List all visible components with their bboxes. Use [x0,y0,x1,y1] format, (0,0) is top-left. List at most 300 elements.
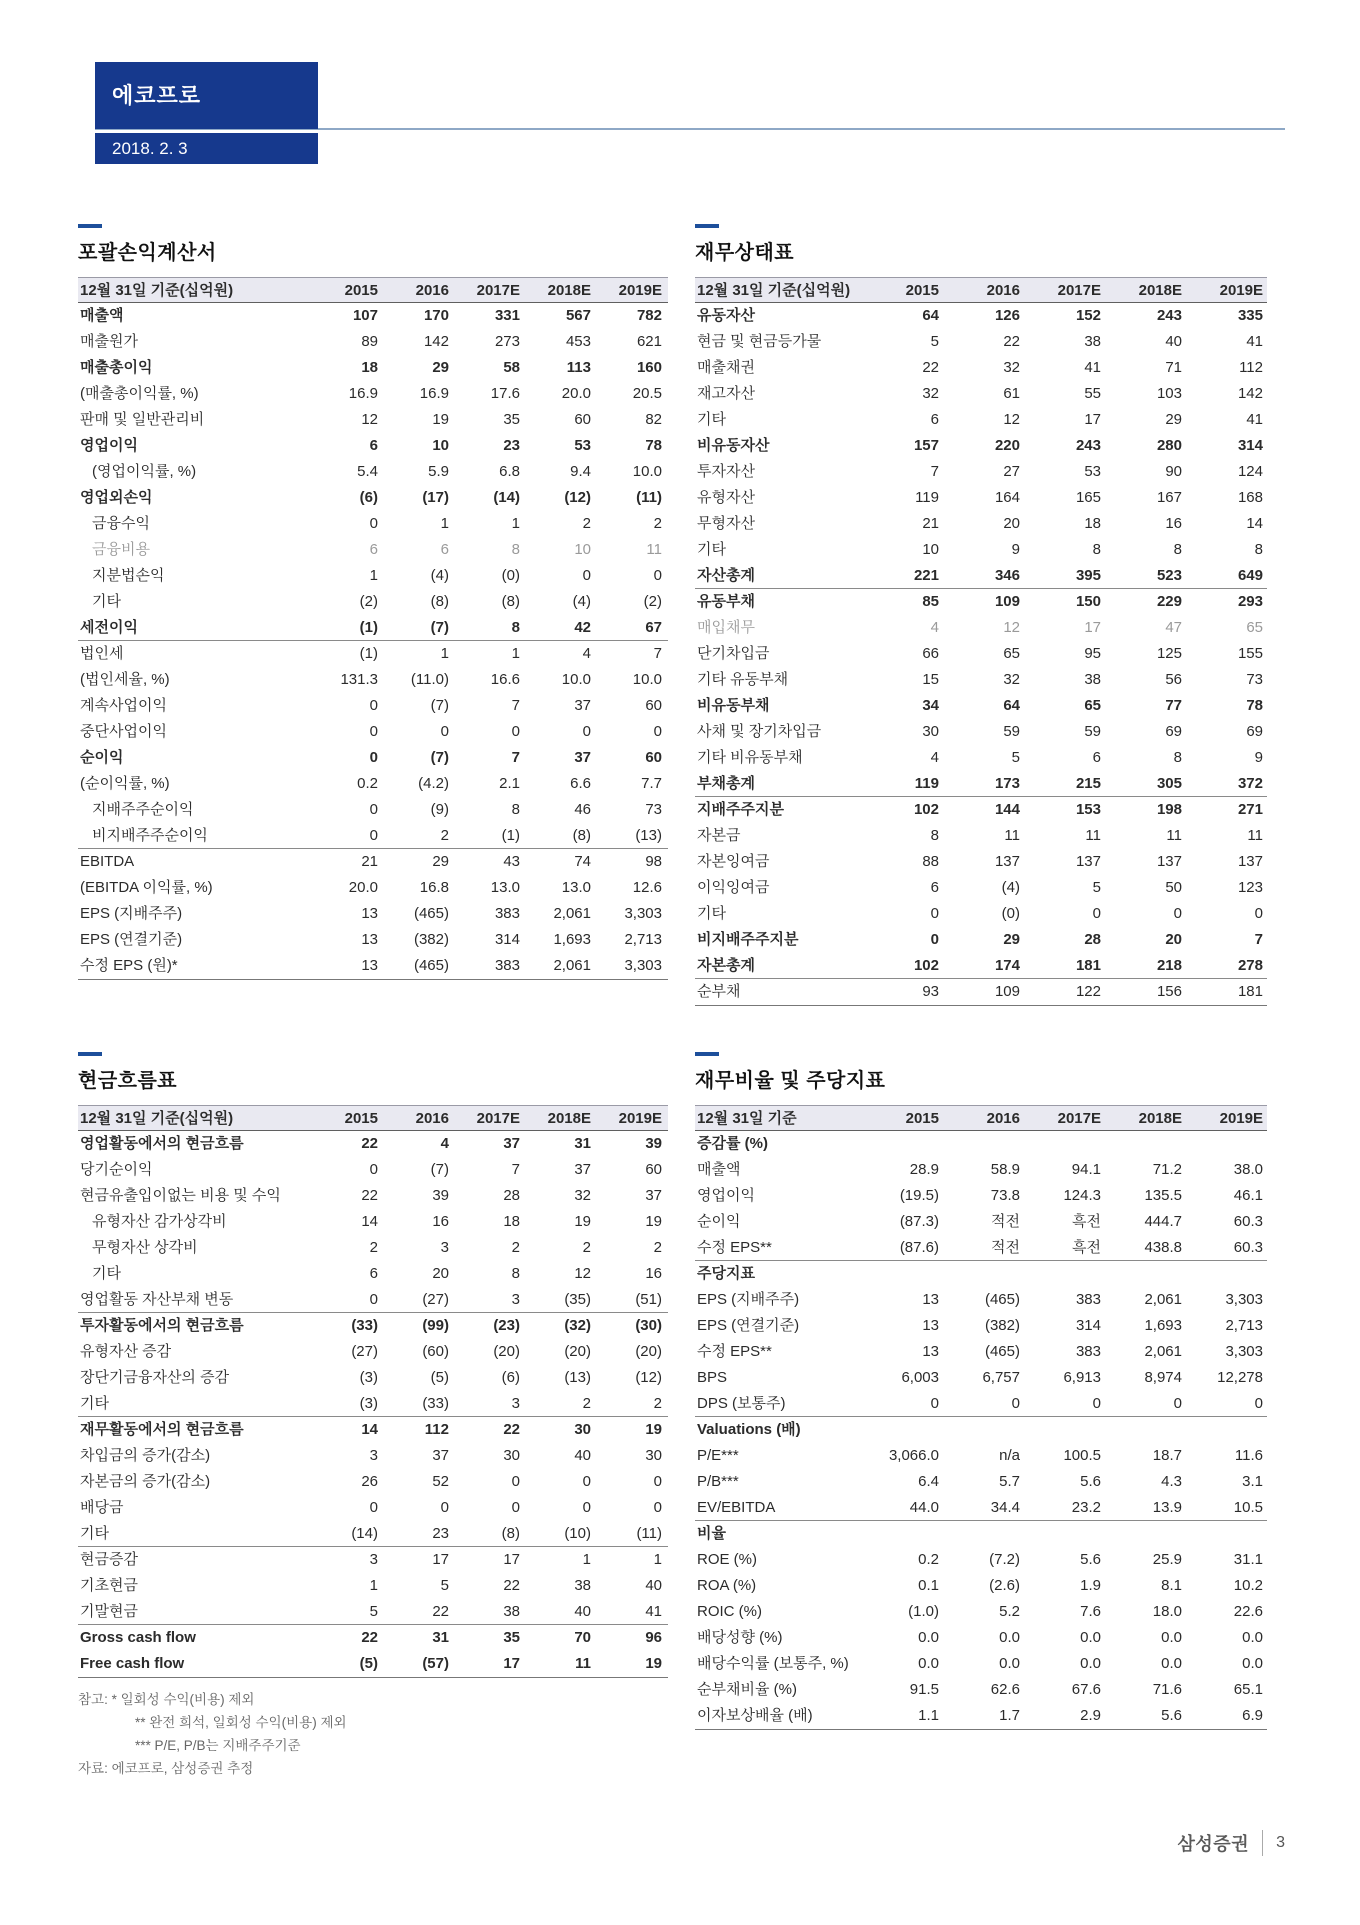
cell-value: 395 [1075,567,1101,584]
cell-value: 2 [582,515,591,532]
cell-value: 125 [1156,645,1182,662]
row-label: 유형자산 [697,489,755,506]
table-row [695,537,1267,563]
cell-value [858,1417,939,1443]
cell-value: 29 [432,359,449,376]
cell-value: (465) [984,1343,1020,1360]
cell-value: 2,713 [624,931,662,948]
row-label: 주당지표 [697,1265,755,1282]
cell-value: 164 [994,489,1020,506]
cell-value: 0.0 [1080,1655,1101,1672]
cell-value: 13 [361,905,378,922]
cell-value: 2 [653,1239,662,1256]
table-row [78,1495,668,1521]
cell-value: (32) [564,1317,591,1334]
row-label: 자본총계 [697,957,755,974]
cell-value: 73 [645,801,662,818]
cell-value: 53 [574,437,591,454]
row-label: 현금증감 [80,1551,138,1568]
cell-value: 112 [1239,359,1263,376]
report-date-box [95,133,318,164]
cell-value: n/a [999,1447,1020,1464]
row-label: 비지배주주지분 [697,931,799,948]
cell-value: 2,713 [1225,1317,1263,1334]
row-label: 순부채 [697,983,741,1000]
cell-value: 16 [1165,515,1182,532]
cell-value [1182,1131,1263,1157]
section-dash [78,224,102,228]
cell-value: 137 [1156,853,1182,870]
cell-value: 649 [1237,567,1263,584]
cell-value: 20 [1003,515,1020,532]
cell-value: 11.6 [1234,1447,1263,1464]
row-label: 장단기금융자산의 증감 [80,1369,230,1386]
table-row [78,433,668,459]
row-label: 영업이익 [697,1187,755,1204]
company-name: 에코프로 [112,83,202,108]
cell-value [939,1521,1020,1547]
cell-value: 8 [511,1265,520,1282]
row-label: 이익잉여금 [697,879,770,896]
cell-value: 280 [1156,437,1182,454]
cell-value: 23 [432,1525,449,1542]
cell-value: 1 [653,1551,662,1568]
cell-value: 314 [494,931,520,948]
cell-value: 29 [1003,931,1020,948]
cell-value: 100.5 [1063,1447,1101,1464]
cell-value: 60 [645,697,662,714]
cell-value: 157 [913,437,939,454]
cell-value: 41 [1084,359,1101,376]
cell-value: 438.8 [1144,1239,1182,1256]
cell-value: (7) [430,749,449,766]
year-column-header: 2017E [1057,1110,1101,1127]
cell-value: 5.4 [357,463,378,480]
cell-value: 78 [1246,697,1263,714]
table-row [695,459,1267,485]
cell-value [858,1521,939,1547]
table-row [695,875,1267,901]
cell-value: 2,061 [553,957,591,974]
cell-value: 3,066.0 [888,1447,939,1464]
cell-value: 0 [653,723,662,740]
table-row [78,1157,668,1183]
cell-value: 153 [1075,801,1101,818]
row-label: 지배주주순이익 [92,801,194,818]
row-label: 매출원가 [80,333,138,350]
cell-value: 58 [503,359,520,376]
row-label: 기말현금 [80,1603,138,1620]
cell-value: (20) [564,1343,591,1360]
row-label: EPS (연결기준) [80,931,183,948]
cell-value: 37 [574,749,591,766]
cell-value: (57) [422,1655,449,1672]
cell-value: 167 [1156,489,1182,506]
cell-value: 0.0 [918,1629,939,1646]
cell-value: 32 [574,1187,591,1204]
table-row [695,1391,1267,1417]
cell-value: 150 [1075,593,1101,610]
cell-value: 25.9 [1152,1551,1182,1568]
table-row [78,407,668,433]
year-column-header: 2019E [618,282,662,299]
cell-value: 13.9 [1152,1499,1182,1516]
table-row [695,303,1267,329]
cell-value: 229 [1156,593,1182,610]
table-row [78,563,668,589]
cell-value: 94.1 [1071,1161,1101,1178]
table-row [695,563,1267,589]
cell-value: 70 [574,1629,591,1646]
cell-value: 5.6 [1080,1551,1101,1568]
cell-value: (11) [636,1525,662,1542]
cell-value: 2,061 [1144,1291,1182,1308]
cell-value: 74 [574,853,591,870]
cell-value: 621 [636,333,662,350]
cell-value: 0.0 [1161,1655,1182,1672]
row-label: 기타 [80,1525,109,1542]
cell-value: 0 [930,1395,939,1412]
cell-value: 10.2 [1233,1577,1263,1594]
cell-value: 46 [574,801,591,818]
cell-value: 40 [574,1603,591,1620]
cell-value: 29 [432,853,449,870]
cell-value: 60.3 [1233,1239,1263,1256]
row-label: Free cash flow [80,1655,185,1672]
cell-value: 453 [565,333,591,350]
cell-value: 18.0 [1152,1603,1182,1620]
cell-value: 523 [1156,567,1182,584]
brand-logo-text: 삼성증권 [1177,1834,1250,1854]
row-label: 차입금의 증가(감소) [80,1447,211,1464]
row-label: 수정 EPS** [697,1343,772,1360]
row-label: 매입채무 [697,619,755,636]
cell-value: 30 [574,1421,591,1438]
cell-value: 3,303 [624,957,662,974]
cell-value: 18 [1084,515,1101,532]
cell-value: 3 [369,1447,378,1464]
table-row [695,589,1267,615]
cell-value: 2 [653,1395,662,1412]
cell-value: 0 [582,567,591,584]
cell-value: 6 [369,437,378,454]
cell-value [858,1131,939,1157]
cell-value: 1 [511,515,520,532]
row-label: ROIC (%) [697,1603,762,1620]
cell-value: 0 [511,723,520,740]
cell-value: 6.6 [570,775,591,792]
cell-value: 13 [922,1317,939,1334]
table-row [78,901,668,927]
cell-value: 22 [503,1577,520,1594]
cell-value: (33) [422,1395,449,1412]
cell-value: 60.3 [1233,1213,1263,1230]
cell-value: 60 [574,411,591,428]
cell-value: 11 [646,541,662,558]
cell-value: 28 [1084,931,1101,948]
cell-value: (0) [1001,905,1020,922]
cell-value: 11 [575,1655,591,1672]
cell-value: 102 [913,801,939,818]
year-column-header: 2019E [1219,282,1263,299]
cell-value: 0 [582,723,591,740]
table-row [78,1209,668,1235]
cell-value: 102 [913,957,939,974]
cell-value: (51) [635,1291,662,1308]
cell-value: 64 [922,307,939,324]
table-row [695,1365,1267,1391]
cell-value: 0 [511,1473,520,1490]
year-column-header: 2018E [1138,1110,1182,1127]
table-row [78,1443,668,1469]
table-body [695,303,1267,1006]
cell-value: 293 [1237,593,1263,610]
cell-value: 0 [369,723,378,740]
table-row [78,1313,668,1339]
income-statement-table [78,224,668,980]
cell-value: 5.6 [1080,1473,1101,1490]
cell-value: 17 [503,1655,520,1672]
row-label: 기초현금 [80,1577,138,1594]
cell-value: 2,061 [553,905,591,922]
cell-value: 10 [574,541,591,558]
cell-value: 0 [369,801,378,818]
cell-value: (1) [359,619,378,636]
cell-value: 0 [653,1499,662,1516]
cell-value: 10 [432,437,449,454]
cell-value: 215 [1075,775,1101,792]
cell-value: 6.4 [918,1473,939,1490]
cell-value: 0.2 [918,1551,939,1568]
cell-value: 3 [369,1551,378,1568]
cell-value: 67 [645,619,662,636]
cell-value: 37 [432,1447,449,1464]
cell-value: 0.0 [1161,1629,1182,1646]
row-label: EPS (연결기준) [697,1317,800,1334]
table-row [78,641,668,667]
cell-value: (99) [422,1317,449,1334]
cell-value: (0) [501,567,520,584]
cell-value: 20 [1165,931,1182,948]
table-row [695,329,1267,355]
row-label: 세전이익 [80,619,138,636]
table-row [78,693,668,719]
cell-value: (5) [430,1369,449,1386]
cell-value: 37 [645,1187,662,1204]
cell-value: 1 [511,645,520,662]
cell-value: 383 [1075,1291,1101,1308]
cell-value: (60) [422,1343,449,1360]
cell-value: 7 [930,463,939,480]
cell-value: 60 [645,1161,662,1178]
row-label: 금융수익 [92,515,150,532]
cell-value: (17) [422,489,449,506]
row-label: 기타 [80,1395,109,1412]
table-row [78,485,668,511]
row-label: 무형자산 상각비 [92,1239,198,1256]
cell-value: 383 [494,957,520,974]
row-label: 수정 EPS** [697,1239,772,1256]
cell-value: 782 [636,307,662,324]
cell-value: 85 [922,593,939,610]
cell-value: 2 [440,827,449,844]
cell-value: 35 [503,411,520,428]
cell-value: 103 [1156,385,1182,402]
cell-value: (13) [564,1369,591,1386]
table-title: 재무비율 및 주당지표 [695,1070,886,1092]
cell-value: (23) [493,1317,520,1334]
table-header-row [695,277,1267,303]
cell-value: 5 [930,333,939,350]
cell-value: (12) [635,1369,662,1386]
table-row [695,979,1267,1005]
cell-value: 155 [1237,645,1263,662]
cell-value [1020,1261,1101,1287]
row-label: 기타 [697,905,726,922]
row-label: 기타 [92,1265,121,1282]
year-column-header: 2018E [547,282,591,299]
year-column-header: 2015 [344,282,378,299]
cell-value [1182,1261,1263,1287]
section-dash [78,1052,102,1056]
cell-value: (2) [643,593,662,610]
cell-value: 8 [1092,541,1101,558]
cell-value: 66 [922,645,939,662]
cell-value: (7) [430,619,449,636]
cell-value: 38 [574,1577,591,1594]
cell-value: 71.6 [1152,1681,1182,1698]
cell-value: 37 [574,1161,591,1178]
cell-value: 19 [645,1213,662,1230]
table-row [78,719,668,745]
cell-value: 95 [1084,645,1101,662]
table-row [695,641,1267,667]
cell-value: 13 [922,1343,939,1360]
cell-value: 6 [930,879,939,896]
cell-value [858,1261,939,1287]
cell-value: 31 [574,1135,591,1152]
cell-value: (8) [501,1525,520,1542]
table-row [695,407,1267,433]
cell-value: 9.4 [570,463,591,480]
row-label: 계속사업이익 [80,697,167,714]
cell-value: 567 [565,307,591,324]
table-row [695,823,1267,849]
row-label: 지분법손익 [92,567,165,584]
unit-label: 12월 31일 기준(십억원) [697,282,851,299]
cell-value: 29 [1165,411,1182,428]
cell-value: 59 [1084,723,1101,740]
row-label: P/B*** [697,1473,739,1490]
cell-value: (7.2) [989,1551,1020,1568]
cell-value: (465) [413,905,449,922]
cell-value: (14) [351,1525,378,1542]
cell-value: 243 [1075,437,1101,454]
cell-value: 69 [1246,723,1263,740]
footnote-line: *** P/E, P/B는 지배주주기준 [135,1738,301,1753]
cell-value: 14 [361,1421,378,1438]
cell-value: 0.1 [918,1577,939,1594]
cell-value: 65 [1003,645,1020,662]
cell-value: 144 [994,801,1020,818]
report-date: 2018. 2. 3 [112,139,188,158]
cell-value: (7) [430,697,449,714]
cell-value: 88 [922,853,939,870]
cell-value: 7 [653,645,662,662]
table-row [695,693,1267,719]
row-label: 수정 EPS (원)* [80,957,178,974]
table-row [78,381,668,407]
cell-value [1020,1417,1101,1443]
table-row [78,589,668,615]
page-number: 3 [1276,1834,1285,1851]
cell-value: (1) [501,827,520,844]
table-row [78,849,668,875]
cell-value: (30) [635,1317,662,1334]
table-row [78,797,668,823]
cell-value: 17.6 [490,385,520,402]
cell-value: 53 [1084,463,1101,480]
cell-value: 173 [994,775,1020,792]
cell-value: 0 [1254,1395,1263,1412]
cell-value: 13 [922,1291,939,1308]
cell-value: 1 [440,645,449,662]
cell-value: 0 [369,515,378,532]
cell-value: 16.9 [348,385,378,402]
table-row [78,1339,668,1365]
table-row [695,1521,1267,1547]
cell-value: 4.3 [1161,1473,1182,1490]
cell-value: 2.1 [499,775,520,792]
cell-value: 12.6 [632,879,662,896]
row-label: Valuations (배) [697,1421,801,1438]
cell-value: (8) [501,593,520,610]
cell-value [1182,1417,1263,1443]
cell-value: 3,303 [1225,1291,1263,1308]
row-label: 배당수익률 (보통주, %) [697,1655,849,1672]
cell-value: 314 [1237,437,1263,454]
cell-value: 0.0 [1242,1655,1263,1672]
row-label: 비유동부채 [697,697,770,714]
cell-value: 22 [361,1135,378,1152]
row-label: DPS (보통주) [697,1395,786,1412]
cell-value: 22 [1003,333,1020,350]
table-row [695,953,1267,979]
row-label: 순이익 [697,1213,741,1230]
cell-value: 1.1 [918,1707,939,1724]
cell-value: 7.7 [641,775,662,792]
cell-value: 142 [1237,385,1263,402]
cell-value: 2 [582,1239,591,1256]
cell-value: 90 [1165,463,1182,480]
table-body [78,1131,668,1678]
row-label: 재무활동에서의 현금흐름 [80,1421,244,1438]
cell-value: 73 [1246,671,1263,688]
cell-value: 35 [503,1629,520,1646]
table-row [695,1547,1267,1573]
table-row [78,1469,668,1495]
cell-value: (6) [501,1369,520,1386]
cell-value: 61 [1003,385,1020,402]
cell-value: 28 [503,1187,520,1204]
cell-value: 30 [922,723,939,740]
cell-value: 109 [994,983,1020,1000]
cell-value: 6,757 [982,1369,1020,1386]
cell-value: 181 [1237,983,1263,1000]
cell-value: 142 [423,333,449,350]
row-label: 이자보상배율 (배) [697,1707,813,1724]
cell-value: 0.0 [1242,1629,1263,1646]
